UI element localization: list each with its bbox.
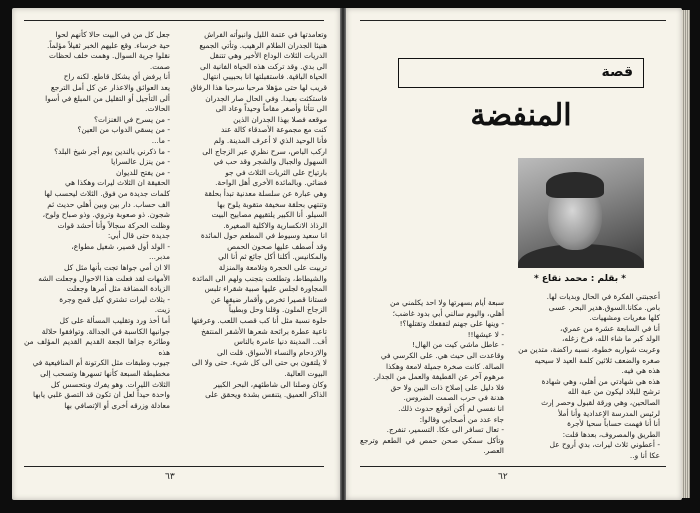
left-page [12, 8, 340, 500]
text-line: كلمات جديدة من فوق. الثلاث ليحسب لها [44, 188, 170, 198]
bottom-rule [24, 466, 324, 467]
text-line: أما أخذ ورد وتقليب المسألة على كل [59, 316, 170, 326]
text-line: كلها مغريات ومشهيات. [589, 313, 660, 323]
text-line: وظلت الحركة سجالاً وأنا أحشد قوات [57, 220, 170, 230]
top-rule [360, 20, 666, 21]
text-line: الحقيقة ان الثلاث ليرات وهكذا هي [65, 178, 170, 188]
text-line: واحدة حيداً لعل ان تكون قد التصق غلبي يابها [33, 390, 170, 400]
text-line: والمكانيس. أكلنا أكل جائع ثم أنا الي [218, 252, 327, 262]
text-line: السيلو. أنا الكبير يلتقيهم مصابيح البيت [211, 210, 327, 220]
text-line: وعربت شواربه خطوة، نسبه راكضة، متدين من [518, 344, 660, 354]
text-line: يعد العوائق والاعذار عن كل أمل الترجع [50, 82, 170, 92]
text-line: الصالة. كانت صخرة جميلة لامعة وهكذا [385, 361, 504, 371]
text-line: نقلوا جرية السوال. وهمت خلف لحظات [49, 51, 170, 61]
text-line: تاعية عطرة برائحة شعرها الأشقر المنتفخ [201, 326, 327, 336]
text-line: جاء عدد من أصحابي وقالوا: [419, 414, 504, 424]
text-line: هذه هي فيه. [621, 366, 660, 376]
text-line: - من ينزل عالسرايا [111, 157, 170, 167]
text-line: جوانبها الكاسبة في الجدالة. وتوافقوا حلالة [41, 326, 170, 336]
text-line: ترشح للبلاد ليكون من عبة الله [567, 387, 660, 397]
text-line: هذه هي شهادتي من أهلي، وهي شهادة [541, 376, 660, 386]
text-line: مخطيطة السبعة كأنها تسهرها وتسحب إلى [40, 369, 170, 378]
text-line: - من يسرح في الغنزات؟ [94, 114, 170, 124]
section-label-box [398, 58, 644, 88]
author-byline: * بقلم : محمد نقاع * [534, 274, 626, 284]
text-line: هنيئا الجدران الطلام الرهيب. وتأتي الجميع [199, 40, 327, 50]
text-line: وقاعدت الى حيث هي. على الكرسي في [380, 350, 504, 360]
text-line: وطائرة جزاها الجعة القديم القديم المؤلف من هذه [24, 337, 170, 357]
text-line: الا ان أمي جواها تجت بأنها مثل كل [64, 263, 170, 273]
text-line: حلوة نسبة مثل أنا كب قصب اللعب. وعرفتها [191, 316, 327, 326]
text-line: الى بدي. وقد تركت هذه الحياة الفانية الى [200, 61, 327, 71]
text-line: فأنا الوحيد الذي لا أعرف المدينة. ولم [213, 135, 327, 145]
text-line: - الولد أول قصير، شغيل مطواع، [71, 241, 170, 251]
text-line: الى تتأثا وأصغر مقاماً وحيداً وعاد الى [215, 104, 327, 114]
top-rule [24, 20, 324, 21]
left-page-left-column [24, 30, 170, 411]
text-line: شجون. ذو صعوبة وتروي. وذو صباح ولوح، [42, 210, 170, 220]
text-line: البيوت العالية. [284, 369, 327, 378]
text-line: ألى التأجيل أو التقليل من المبلغ في أسوا [45, 93, 170, 103]
text-line: أنا يرفض أي يشكل قاطع. لكنه راح [63, 72, 170, 82]
text-line: معادلة وزرقه أخرى أو الإتصافي بها [64, 400, 170, 410]
text-line: أنا في السابعة عشرة من عمري، [559, 323, 660, 333]
page-number: ٦٣ [165, 472, 175, 482]
text-line: الطريق والمصروف، بعدها قلت: [562, 429, 660, 439]
bottom-rule [360, 466, 666, 467]
text-line: - من يفتح للديوان [115, 167, 170, 177]
text-line: أهلي، واليوم سالني أبي بدود غاضب؛ [392, 308, 504, 318]
text-line: كنت مع مجموعة الأصدقاء كالة عند [220, 125, 327, 135]
text-line: الحياة الباقية. فاستقبلتها انا بحبيبي انتهال [203, 72, 327, 82]
text-line: الرذاذ الانكسارية والاكلية الصغيرة. [223, 220, 327, 230]
text-line: لرئيس المدرسة الإعدادية وأنا أملأ [558, 408, 660, 418]
text-line: الولد كبر ما شاء الله، فرخ زغله، [561, 334, 660, 344]
text-line: الدريات الثلاث الوداع الأخير وهي تتنقل [209, 51, 327, 61]
text-line: وهي عبارة عن سلسلة معدنية تبدأ بحلقة [204, 188, 327, 198]
text-line: انا سعيد وسيوط في المطعم حول المائدة [200, 231, 327, 241]
text-line: الف حساب. دار بين وبين أهلي حديث ثم [47, 199, 170, 209]
text-line: أعجبتني الفكرة في الحال وبديات لها. [546, 292, 660, 301]
section-label: قصة [601, 64, 633, 80]
text-line: سبعة أيام بسهرتها ولا احد يكلمني من [390, 298, 504, 307]
text-line: الأمهات لقد فعلت هذا الاحوال وجعلت الشه [38, 273, 170, 283]
text-line: جعل كل من في البيت حالا كأنهم لحوا [55, 30, 170, 39]
text-line: مرهوم آخر عن القطيفة والعمل من الجدار. [372, 372, 504, 382]
text-line: انا نفسي لم أكن أتوقع حدوث ذلك. [398, 403, 504, 413]
text-line: الثلاث الليرات. وهو يفرك وبتحسس كل [50, 379, 170, 389]
text-line: تربيت على الحجرة وتلامعة والمنزلة [218, 263, 327, 273]
left-page-right-column [182, 30, 327, 401]
text-line: - تعال تسافر الى عكا. التسمير، تنفرج. [386, 425, 504, 435]
text-line: - ما ذكرني بالندين يوم أجر شيخ البلد؟ [54, 146, 170, 156]
text-line: باص. مكانا.السوق.هدير البحر. عسى [548, 302, 660, 312]
right-page [346, 8, 682, 500]
text-line: موقعه فصلا بهذا الجدران الذين [233, 114, 327, 124]
text-line: - بثلاث ليرات تشتري كيل قمح وجرة [59, 294, 170, 304]
text-line: جيوب وطبقات مثل الكرتونة أم المنافيعية في [32, 358, 170, 368]
text-line: بارتياح على الثريات الثلاث في جو [225, 167, 327, 177]
text-line: - لا عيشها!! [467, 329, 504, 339]
text-line: وتأكل سمكي صحن حمص في الطعم وترجع العصر. [360, 435, 504, 456]
text-line: - أعطوني ثلاث ليرات، بدي أروح عل [549, 440, 660, 450]
text-line: لا يلتقون بي حتى الى كل شيء. حتى ولا الى [191, 358, 327, 368]
text-line: السهول والجبال والشجر وقد حب في [213, 157, 327, 167]
story-title: المنفضة [470, 98, 572, 133]
text-line: وكان وصلنا الى شاطئهم، البحر الكبير [213, 379, 327, 389]
text-line: - من يسقي الدواب من العين؟ [77, 125, 170, 135]
page-number: ٦٢ [498, 472, 508, 482]
text-line: - ما... [151, 135, 170, 145]
text-line: قريب لها حتى مؤهلا مرحبا سرحبا هذا الرفاق [190, 82, 327, 92]
text-line: الذاكر العميق. يتنفس بشدة ويحقق على [205, 390, 327, 400]
text-line: فلا دليل على إصلاح ذات البين ولا حق [390, 382, 504, 392]
text-line: الزجاج الملون. وقلنا وحل وبطيباً [228, 305, 327, 315]
page-edges [682, 10, 690, 498]
text-line: - وينها على جهنم لتفقعك وتقتلها؟! [399, 319, 504, 329]
text-line: أف.. المدينة دنيا عامرة بالناس [234, 337, 327, 347]
text-line: مدبر... [148, 252, 170, 262]
right-page-right-column [514, 292, 660, 462]
text-line: والشيطاط، وتطلعت بتجنب ولهم الى المائدة [192, 273, 327, 283]
text-line: وقد أصطف عليها صحون الحمص [227, 241, 327, 251]
text-line: جديدة حتى قال أبي: [107, 231, 170, 241]
text-line: صمت. [149, 61, 170, 71]
text-line: زيت. [154, 305, 170, 315]
text-line: فستانا قصيرا تخرص وأقمار ضيقها عن [211, 294, 327, 304]
text-line: أنا أنا فهمت حساباً سحيا لأجرة [567, 419, 660, 429]
text-line: صغره والضعف ثلاثين كلمة العيد لا سيحيه [534, 355, 660, 365]
text-line: وتنتهي بحلقة سخيفة متقوبة يلوح بها [217, 199, 327, 209]
text-line: فاستكثت بعيدا. وفي الحال صار الجدران [205, 93, 327, 103]
text-line: عكا أنا و.. [629, 450, 660, 460]
text-line: الحالات. [145, 104, 170, 114]
text-line: فضائي. وبالمائدة الأخرى أهل الواحة. [215, 178, 327, 188]
text-line: اركب الباص، سرح نظري عبر الزجاج الى [202, 146, 327, 156]
text-line: وتعامدتها في عتمة الليل وانبوأته الفراش [204, 30, 327, 39]
text-line: الزيادة المضافة مثل أمرها وجعلت [66, 284, 170, 294]
text-line: والازدحام والنساء الأسواق. قلت الى [216, 347, 327, 357]
text-line: حية خرساء. وقع عليهم الخبر ثقيلاً مؤلماً. [47, 40, 170, 50]
text-line: الصالحين، وهي ورقة لقبول وحصر إرث [541, 397, 660, 407]
text-line: المجاورة لجلس عليها صبية شقراء تلبس [204, 284, 327, 294]
right-page-left-column [360, 298, 504, 457]
text-line: هدنة في حرب الصمت الضروس. [403, 393, 504, 403]
text-line: - عاطل ماشي كيت من الهال! [411, 340, 504, 350]
author-photo [518, 158, 644, 268]
